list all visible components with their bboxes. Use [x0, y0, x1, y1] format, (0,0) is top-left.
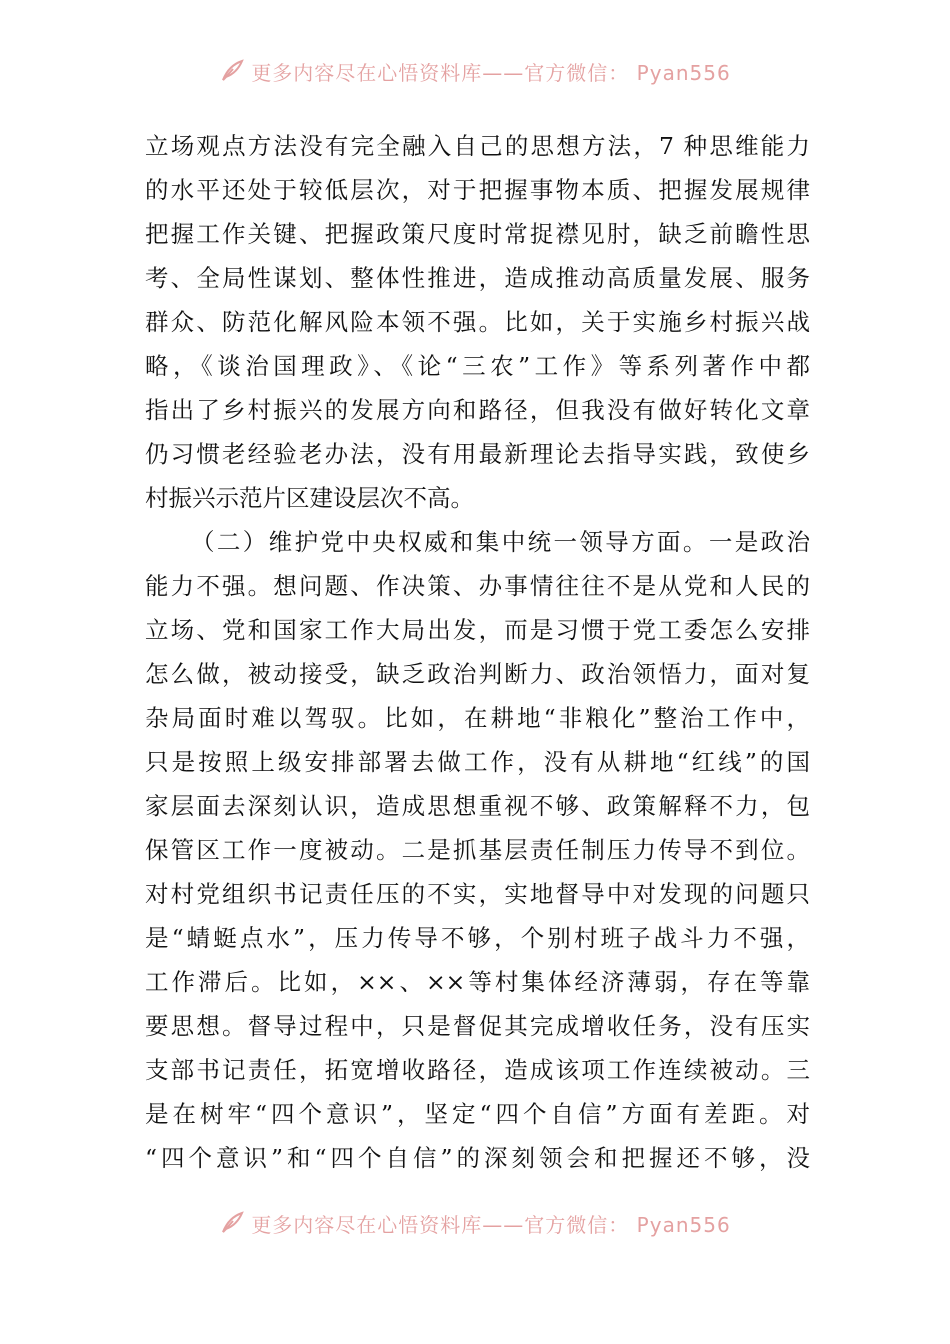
text-line: 工作滞后。比如，××、××等村集体经济薄弱，存在等靠	[145, 968, 810, 996]
watermark-text: 更多内容尽在心悟资料库——官方微信： Pyan556	[251, 1212, 731, 1237]
text-line: 只是按照上级安排部署去做工作，没有从耕地“红线”的国	[145, 748, 810, 776]
paragraph	[145, 124, 810, 520]
text-line: 能力不强。想问题、作决策、办事情往往不是从党和人民的	[145, 572, 810, 600]
text-line: 群众、防范化解风险本领不强。比如，关于实施乡村振兴战	[145, 308, 810, 336]
text-line: 要思想。督导过程中，只是督促其完成增收任务，没有压实	[145, 1012, 810, 1040]
feather-logo-icon	[219, 58, 245, 84]
text-line: 是“蜻蜓点水”，压力传导不够，个别村班子战斗力不强，	[145, 924, 810, 952]
text-line: 指出了乡村振兴的发展方向和路径，但我没有做好转化文章	[145, 396, 810, 424]
document-body	[145, 124, 810, 1180]
feather-logo-icon	[219, 1210, 245, 1236]
text-line: 家层面去深刻认识，造成思想重视不够、政策解释不力，包	[145, 792, 810, 820]
footer-watermark	[0, 1208, 950, 1238]
text-line: 立场、党和国家工作大局出发，而是习惯于党工委怎么安排	[145, 616, 810, 644]
text-line: 考、全局性谋划、整体性推进，造成推动高质量发展、服务	[145, 264, 810, 292]
text-line: 怎么做，被动接受，缺乏政治判断力、政治领悟力，面对复	[145, 660, 810, 688]
text-line: 是在树牢“四个意识”，坚定“四个自信”方面有差距。对	[145, 1100, 810, 1128]
text-line: （二）维护党中央权威和集中统一领导方面。一是政治	[191, 528, 810, 556]
paragraph	[145, 520, 810, 1180]
text-line: 立场观点方法没有完全融入自己的思想方法，7 种思维能力	[145, 132, 810, 160]
text-line: 的水平还处于较低层次，对于把握事物本质、把握发展规律	[145, 176, 810, 204]
text-line: 把握工作关键、把握政策尺度时常捉襟见肘，缺乏前瞻性思	[145, 220, 810, 248]
watermark-text: 更多内容尽在心悟资料库——官方微信： Pyan556	[251, 60, 731, 85]
text-line: “四个意识”和“四个自信”的深刻领会和把握还不够，没	[145, 1144, 810, 1172]
text-line: 保管区工作一度被动。二是抓基层责任制压力传导不到位。	[145, 836, 810, 864]
text-line: 仍习惯老经验老办法，没有用最新理论去指导实践，致使乡	[145, 440, 810, 468]
text-line: 对村党组织书记责任压的不实，实地督导中对发现的问题只	[145, 880, 810, 908]
text-line: 村振兴示范片区建设层次不高。	[145, 484, 474, 512]
text-line: 略，《谈治国理政》、《论“三农”工作》等系列著作中都	[145, 352, 810, 380]
header-watermark	[0, 56, 950, 86]
text-line: 支部书记责任，拓宽增收路径，造成该项工作连续被动。三	[145, 1056, 810, 1084]
text-line: 杂局面时难以驾驭。比如，在耕地“非粮化”整治工作中，	[145, 704, 810, 732]
